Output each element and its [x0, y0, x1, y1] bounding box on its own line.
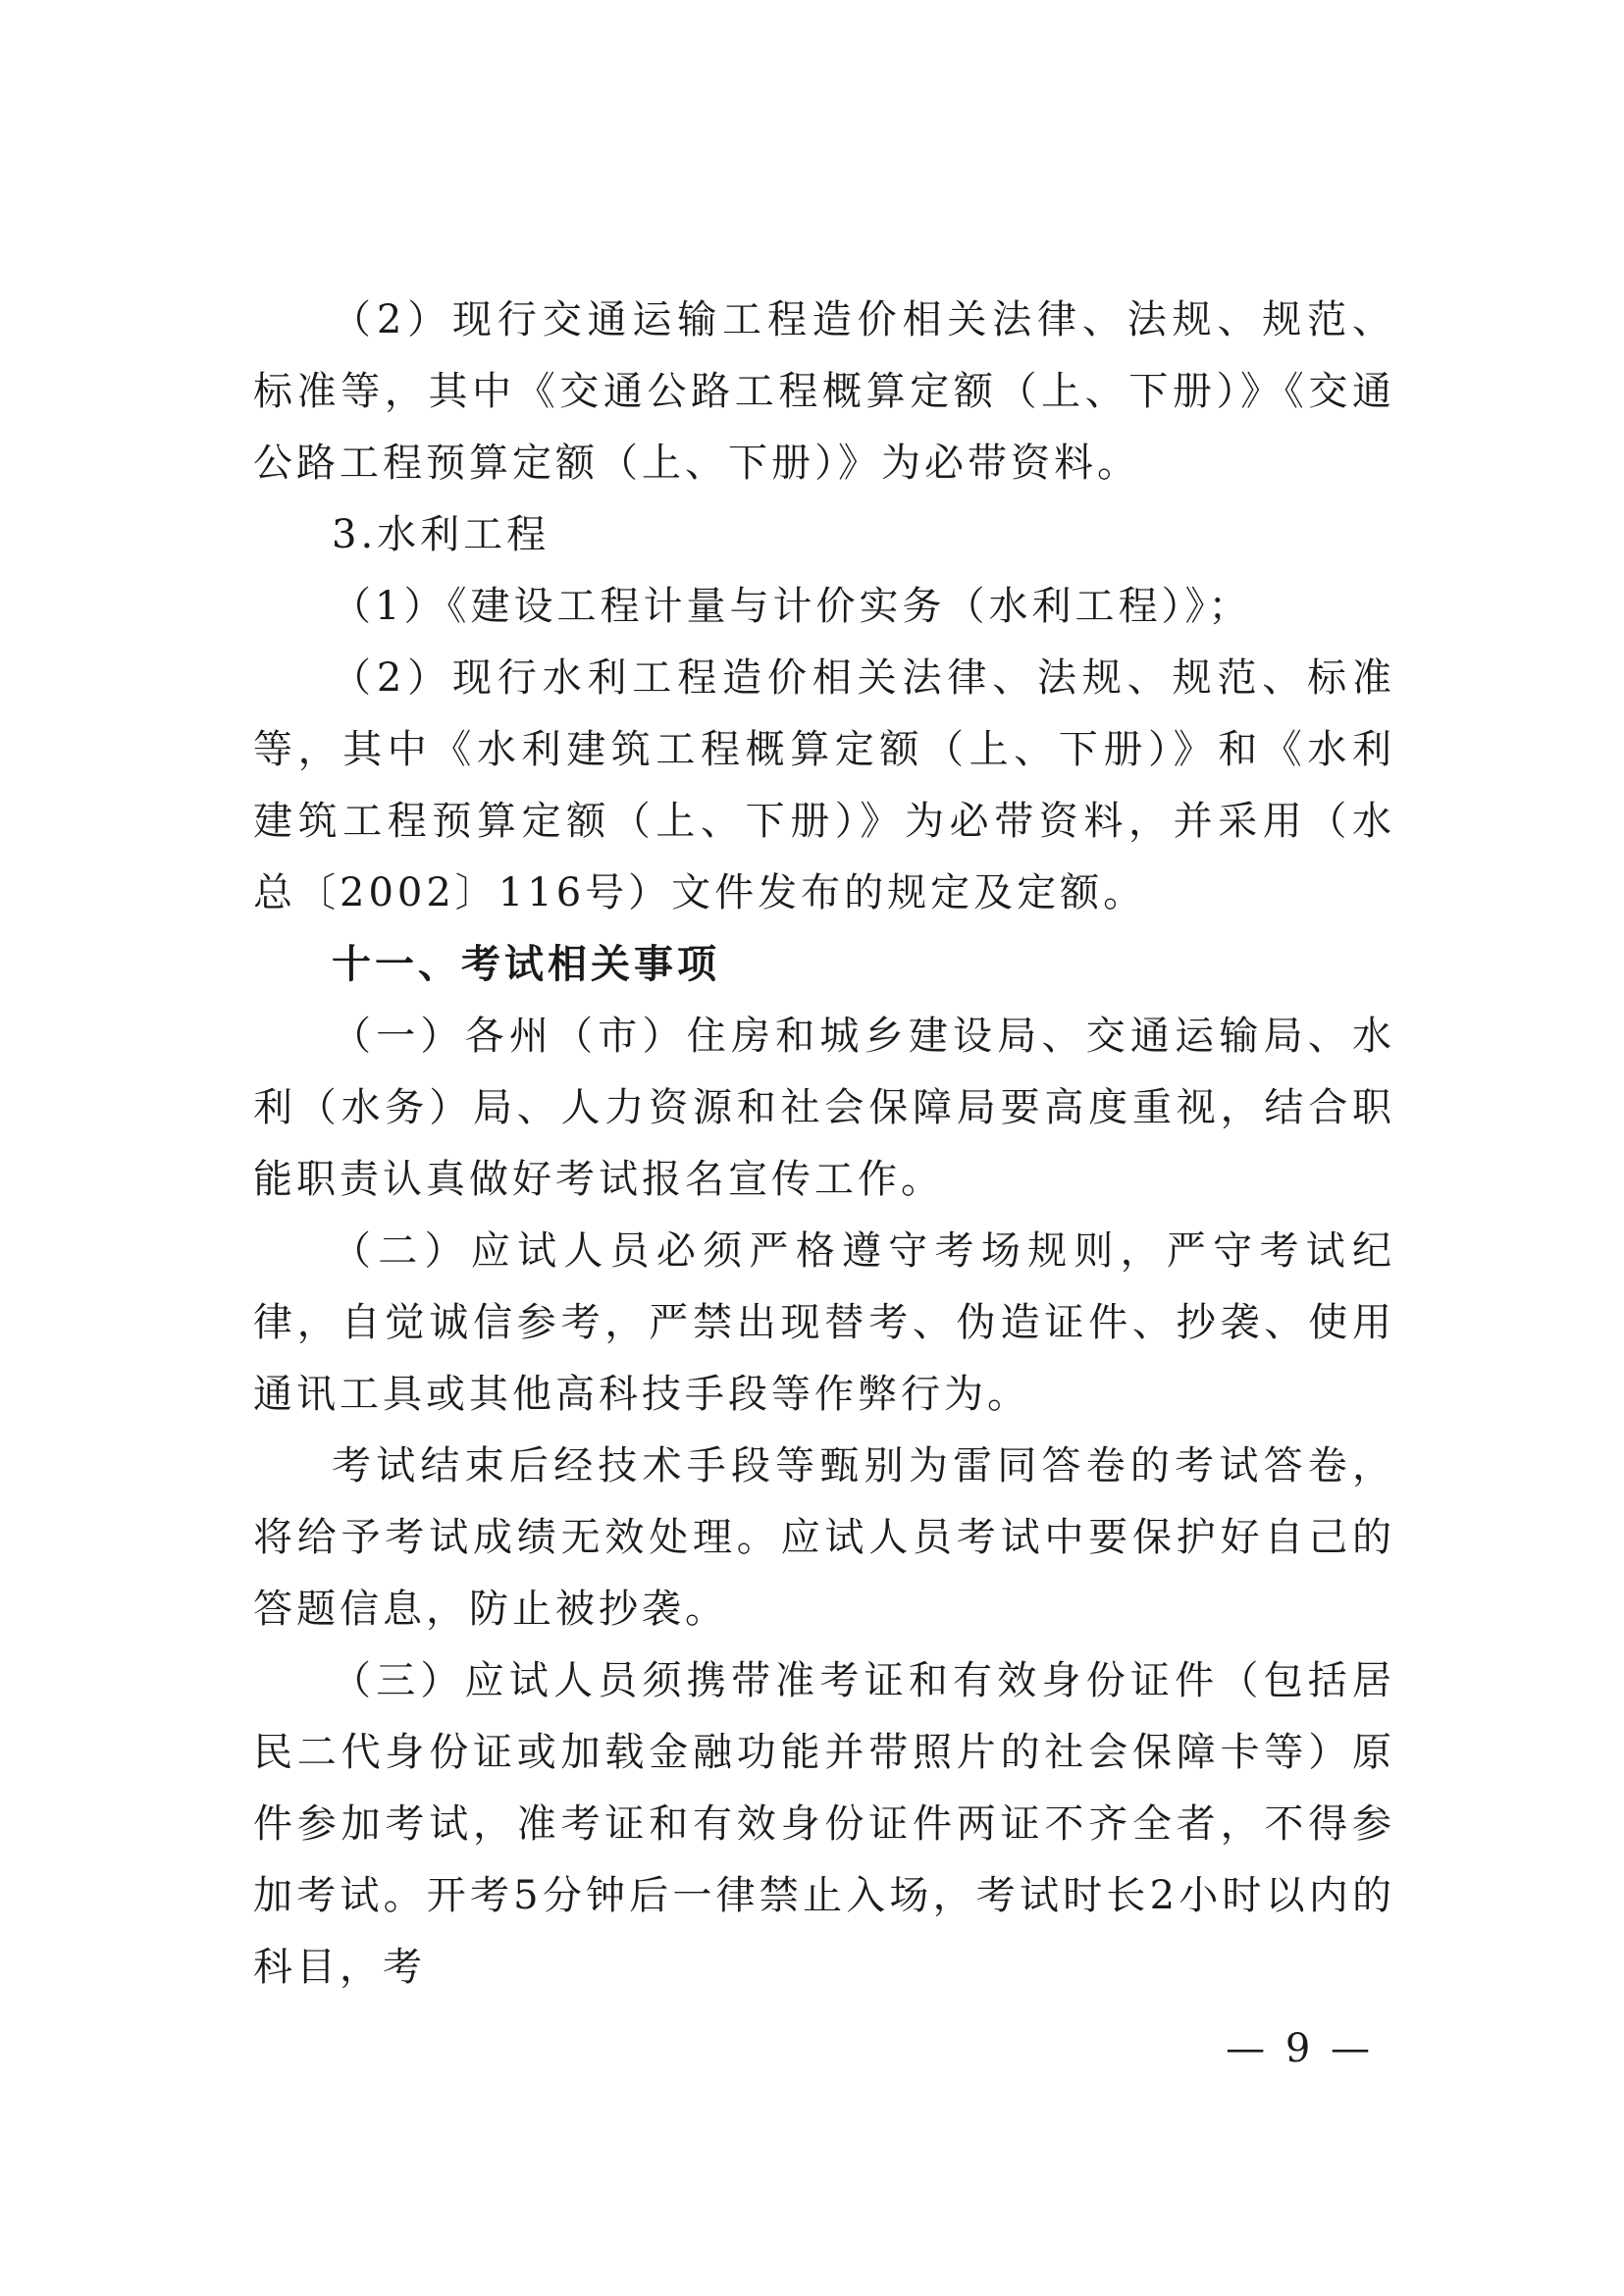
section-heading-exam-matters: 十一、考试相关事项 — [332, 942, 720, 987]
paragraph-item-three: （三）应试人员须携带准考证和有效身份证件（包括居民二代身份证或加载金融功能并带照片的社会保障卡等）原件参加考试，准考证和有效身份证件两证不齐全者，不得参加考试。开考5分钟后一律禁止入场，考试时长2小时以内的科目，考 — [253, 1658, 1395, 1990]
subheading-water-engineering: 3.水利工程 — [332, 512, 550, 557]
paragraph-item-two: （二）应试人员必须严格遵守考场规则，严守考试纪律，自觉诚信参考，严禁出现替考、伪造证件、抄袭、使用通讯工具或其他高科技手段等作弊行为。 — [253, 1228, 1395, 1417]
paragraph-water-textbook: （1）《建设工程计量与计价实务（水利工程）》； — [332, 584, 1252, 629]
paragraph-identical-answers: 考试结束后经技术手段等甄别为雷同答卷的考试答卷，将给予考试成绩无效处理。应试人员考试中要保护好自己的答题信息，防止被抄袭。 — [253, 1443, 1395, 1632]
page-number: — 9 — — [1226, 2026, 1374, 2071]
paragraph-water-regulations: （2）现行水利工程造价相关法律、法规、规范、标准等，其中《水利建筑工程概算定额（上、下册）》和《水利建筑工程预算定额（上、下册）》为必带资料，并采用（水总〔2002〕116号）文件发布的规定及定额。 — [253, 655, 1395, 915]
body-text — [253, 285, 1395, 2004]
paragraph-transport-regulations: （2）现行交通运输工程造价相关法律、法规、规范、标准等，其中《交通公路工程概算定额（上、下册）》《交通公路工程预算定额（上、下册）》为必带资料。 — [253, 297, 1395, 486]
paragraph-item-one: （一）各州（市）住房和城乡建设局、交通运输局、水利（水务）局、人力资源和社会保障局要高度重视，结合职能职责认真做好考试报名宣传工作。 — [253, 1014, 1395, 1202]
